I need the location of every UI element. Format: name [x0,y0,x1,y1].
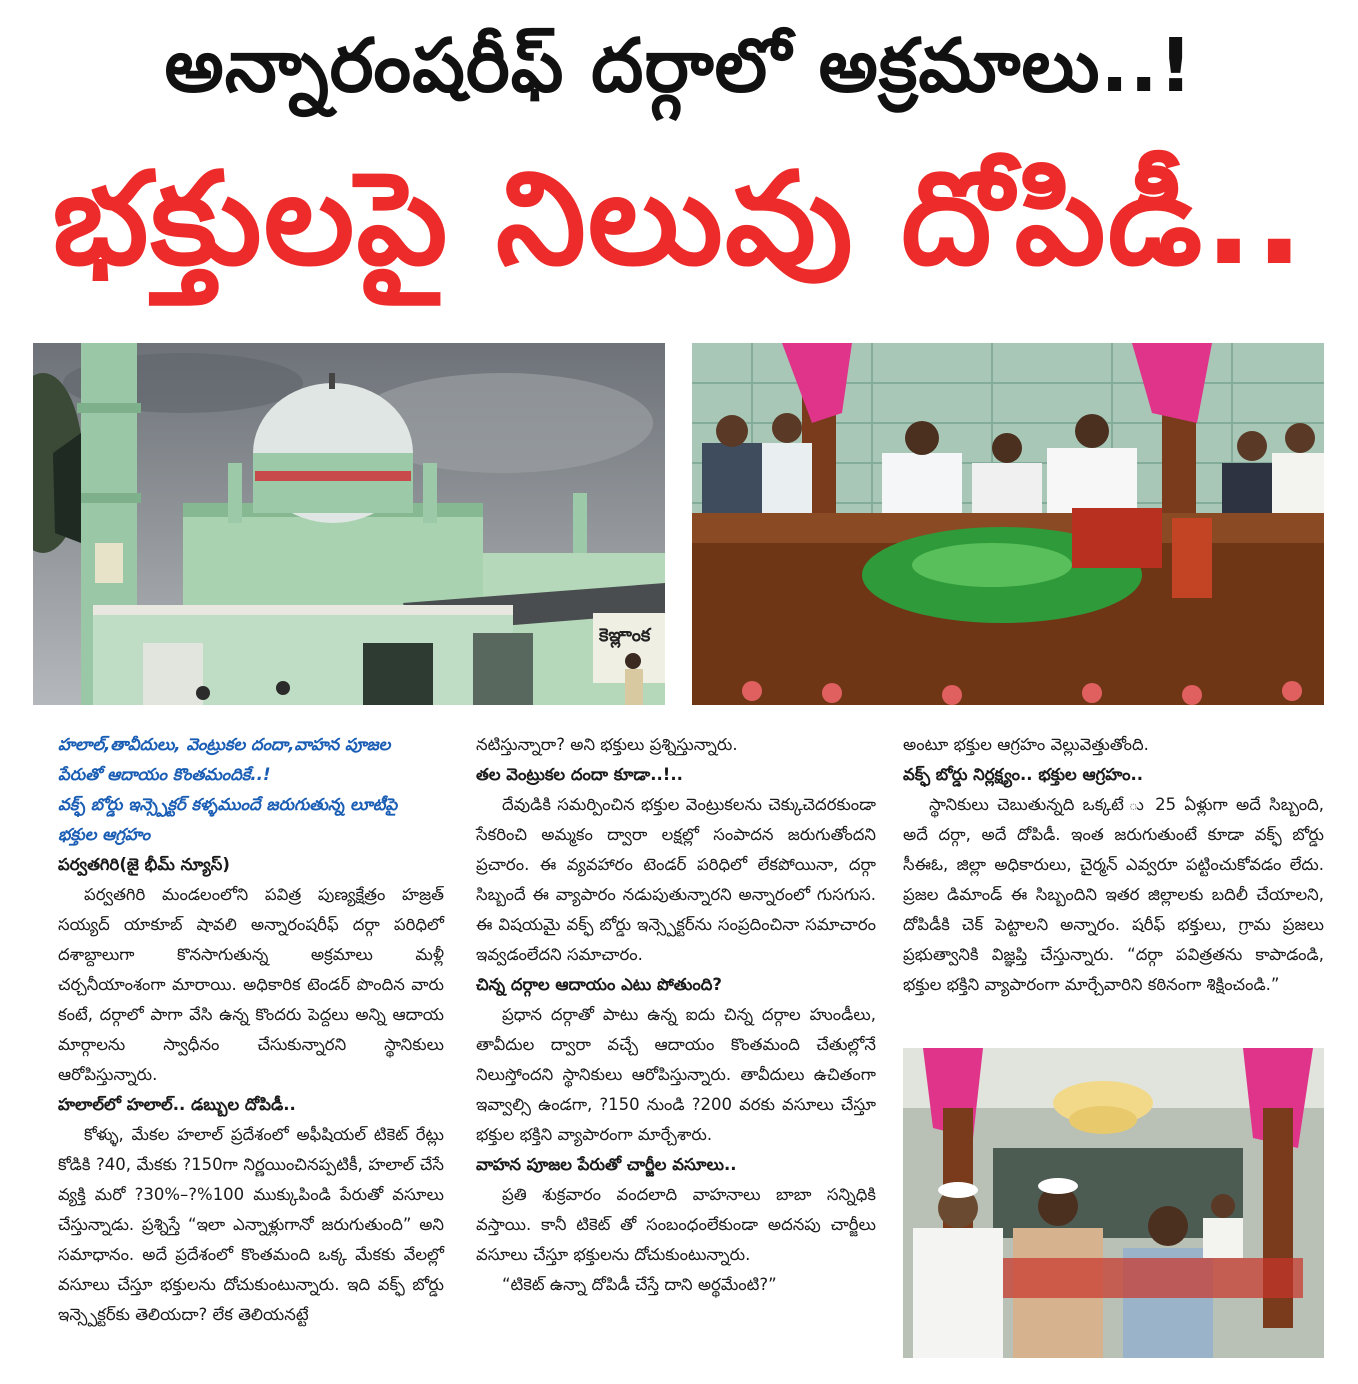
article-paragraph: నటిస్తున్నారా? అని భక్తులు ప్రశ్నిస్తున్నారు. [476,735,738,754]
dargah-exterior-photo [33,343,665,705]
article-column-1 [58,730,444,1330]
blurb-line-1: హలాల్,తావీదులు, వెంట్రుకల దందా,వాహన పూజల [58,735,391,754]
subheading: హలాల్‌లో హలాల్.. డబ్బుల దోపిడీ.. [58,1095,296,1114]
blurb-line-3: వక్ఫ్ బోర్డు ఇన్స్పెక్టర్ కళ్ళముందే జరుగుతున్న లూటీపై [58,795,398,814]
subheading: చిన్న దర్గాల ఆదాయం ఎటు పోతుంది? [476,975,722,994]
blurb [58,730,444,850]
article-paragraph: కోళ్ళు, మేకల హలాల్ ప్రదేశంలో అఫీషియల్ టికెట్ రేట్లు కోడికి ?40, మేకకు ?150గా నిర్ణయించినప్పటికీ, హలాల్ చేసే వ్యక్తి మరో ?30%–?%100 ముక్కుపిండి పేరుతో వసూలు చేస్తున్నాడు. ప్రశ్నిస్తే “ఇలా ఎన్నాళ్లుగానో జరుగుతుంది” అని సమాధానం. అదే ప్రదేశంలో కొంతమంది ఒక్క మేకకు వేలల్లో వసూలు చేస్తూ భక్తులను దోచుకుంటున్నారు. ఇది వక్ఫ్ బోర్డు ఇన్స్పెక్టర్‌కు తెలియదా? లేక తెలియనట్టే [58,1125,444,1324]
subheading: తల వెంట్రుకల దందా కూడా..!.. [476,765,683,784]
article-quote: “టికెట్ ఉన్నా దోపిడీ చేస్తే దాని అర్థమేంటి?” [502,1275,777,1294]
main-headline: భక్తులపై నిలువు దోపిడీ.. [52,145,1306,294]
shrine-interior-photo [692,343,1324,705]
byline: పర్వతగిరి(జై భీమ్ న్యూస్) [58,855,230,874]
article-paragraph: ప్రధాన దర్గాతో పాటు ఉన్న ఐదు చిన్న దర్గాల హుండీలు, తావీదుల ద్వారా వచ్చే ఆదాయం కొంతమంది చేతుల్లోనే నిలుస్తోందని స్థానికులు ఆరోపిస్తున్నారు. తావీదులు ఉచితంగా ఇవ్వాల్సి ఉండగా, ?150 నుండి ?200 వరకు వసూలు చేస్తూ భక్తుల భక్తిని వ్యాపారంగా మార్చేశారు. [476,1005,876,1144]
blurb-line-2: పేరుతో ఆదాయం కొంతమందికే..! [58,765,271,784]
article-paragraph: స్థానికులు చెబుతున్నది ఒక్కటే ు 25 ఏళ్లుగా అదే సిబ్బంది, అదే దర్గా, అదే దోపిడీ. ఇంత జరుగుతుంటే కూడా వక్ఫ్ బోర్డు సీఈఓ, జిల్లా అధికారులు, చైర్మన్ ఎవ్వరూ పట్టించుకోవడం లేదు. ప్రజల డిమాండ్ ఈ సిబ్బందిని ఇతర జిల్లాలకు బదిలీ చేయాలని, దోపిడీకి చెక్ పెట్టాలని అన్నారం. షరీఫ్ భక్తులు, గ్రామ ప్రజలు ప్రభుత్వానికి విజ్ఞప్తి చేస్తున్నారు. “దర్గా పవిత్రతను కాపాడండి, భక్తుల భక్తిని వ్యాపారంగా మార్చేవారిని కఠినంగా శిక్షించండి.” [903,795,1324,994]
photo-sign-text: కెఞ్లాంక [599,625,651,646]
article-column-3 [903,730,1324,1000]
article-paragraph: అంటూ భక్తుల ఆగ్రహం వెల్లువెత్తుతోంది. [903,735,1149,754]
article-paragraph: దేవుడికి సమర్పించిన భక్తుల వెంట్రుకలను చెక్కుచెదరకుండా సేకరించి అమ్మకం ద్వారా లక్షల్లో సంపాదన జరుగుతోందని ప్రచారం. ఈ వ్యవహారం టెండర్ పరిధిలో లేకపోయినా, దర్గా సిబ్బందే ఈ వ్యాపారం నడుపుతున్నారని అన్నారంలో గుసగుస. ఈ విషయమై వక్ఫ్ బోర్డు ఇన్స్పెక్టర్‌ను సంప్రదించినా సమాచారం ఇవ్వడంలేదని సమాచారం. [476,795,876,964]
blurb-line-4: భక్తుల ఆగ్రహం [58,825,151,844]
article-column-2 [476,730,876,1300]
subheading: వాహన పూజల పేరుతో చార్జీల వసూలు.. [476,1155,737,1174]
devotees-shrine-photo [903,1048,1324,1358]
article-paragraph: ప్రతి శుక్రవారం వందలాది వాహనాలు బాబా సన్నిధికి వస్తాయి. కానీ టికెట్ తో సంబంధంలేకుండా అదనపు చార్జీలు వసూలు చేస్తూ భక్తులను దోచుకుంటున్నారు. [476,1185,876,1264]
kicker-headline: అన్నారంషరీఫ్ దర్గాలో అక్రమాలు..! [164,23,1194,109]
article-paragraph: పర్వతగిరి మండలంలోని పవిత్ర పుణ్యక్షేత్రం హజ్రత్ సయ్యద్ యాకూబ్ షావలి అన్నారంషరీఫ్ దర్గా పరిధిలో దశాబ్దాలుగా కొనసాగుతున్న అక్రమాలు మళ్లీ చర్చనీయాంశంగా మారాయి. అధికారిక టెండర్ పొందిన వారు కంటే, దర్గాలో పాగా వేసి ఉన్న కొందరు పెద్దలు అన్ని ఆదాయ మార్గాలను స్వాధీనం చేసుకున్నారని స్థానికులు ఆరోపిస్తున్నారు. [58,885,444,1084]
subheading: వక్ఫ్ బోర్డు నిర్లక్ష్యం.. భక్తుల ఆగ్రహం.. [903,765,1144,784]
